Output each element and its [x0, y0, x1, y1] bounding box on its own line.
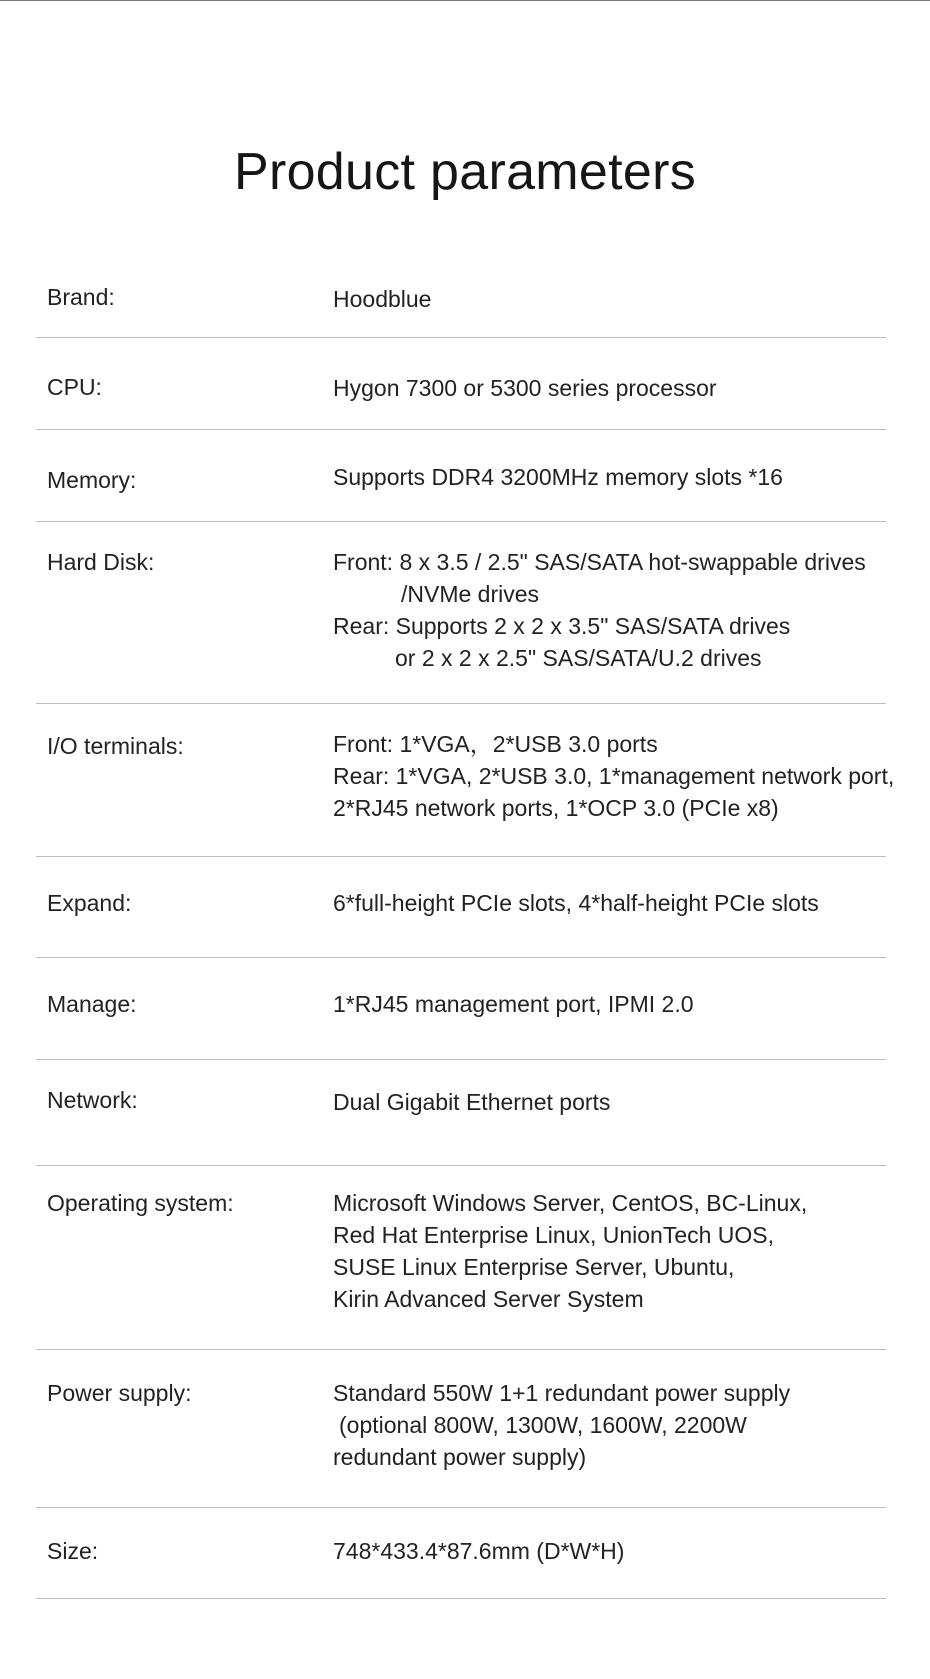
param-value-line: Supports DDR4 3200MHz memory slots *16 [333, 464, 783, 490]
param-value [333, 1377, 790, 1473]
param-value-line: Rear: 1*VGA, 2*USB 3.0, 1*management network port, [333, 763, 895, 789]
param-value-line: or 2 x 2 x 2.5" SAS/SATA/U.2 drives [395, 645, 762, 671]
param-value [333, 546, 866, 674]
param-row-network [36, 1060, 886, 1166]
param-label: Manage: [47, 991, 137, 1017]
param-value-line: Standard 550W 1+1 redundant power supply [333, 1380, 791, 1406]
param-value-line: Red Hat Enterprise Linux, UnionTech UOS, [333, 1222, 775, 1248]
param-label: CPU: [47, 374, 102, 400]
param-value-line: 1*RJ45 management port, IPMI 2.0 [333, 991, 694, 1017]
param-value-line: 6*full-height PCIe slots, 4*half-height PCIe slots [333, 890, 819, 916]
param-value [333, 887, 819, 919]
param-value-line: (optional 800W, 1300W, 1600W, 2200W [339, 1412, 747, 1438]
param-label: Size: [47, 1538, 99, 1564]
top-divider [0, 0, 930, 1]
param-value-line: Front: 8 x 3.5 / 2.5" SAS/SATA hot-swappable drives [333, 549, 866, 575]
param-value-line: /NVMe drives [401, 581, 540, 607]
param-value-line: Microsoft Windows Server, CentOS, BC-Linux, [333, 1190, 808, 1216]
param-value-line: Hygon 7300 or 5300 series processor [333, 375, 717, 401]
param-value [333, 372, 717, 404]
param-value-line: 748*433.4*87.6mm (D*W*H) [333, 1538, 625, 1564]
param-row-brand [36, 246, 886, 338]
param-value-line: Rear: Supports 2 x 2 x 3.5" SAS/SATA drives [333, 613, 791, 639]
param-value [333, 988, 694, 1020]
param-row-io-terminals [36, 704, 895, 857]
param-label: Brand: [47, 284, 115, 310]
param-label: I/O terminals: [47, 733, 184, 759]
param-value-line: redundant power supply) [333, 1444, 587, 1470]
param-row-manage [36, 958, 886, 1060]
param-value-line: Hoodblue [333, 286, 432, 312]
param-label: Network: [47, 1087, 138, 1113]
param-row-cpu [36, 338, 886, 430]
param-row-operating-system [36, 1166, 886, 1350]
param-label: Power supply: [47, 1380, 192, 1406]
page-title: Product parameters [233, 143, 697, 201]
param-value [333, 728, 894, 824]
param-row-size [36, 1508, 886, 1599]
param-value-line: Front: 1*VGA，2*USB 3.0 ports [333, 731, 658, 757]
param-row-power-supply [36, 1350, 886, 1508]
param-row-hard-disk [36, 522, 886, 704]
param-value [333, 1187, 807, 1315]
param-label: Operating system: [47, 1190, 234, 1216]
param-value-line: SUSE Linux Enterprise Server, Ubuntu, [333, 1254, 735, 1280]
param-value [333, 1086, 610, 1118]
param-label: Memory: [47, 467, 137, 493]
param-value [333, 461, 783, 493]
param-row-memory [36, 430, 886, 522]
param-row-expand [36, 857, 886, 958]
param-value-line: 2*RJ45 network ports, 1*OCP 3.0 (PCIe x8) [333, 795, 779, 821]
param-value [333, 283, 431, 315]
param-value [333, 1535, 624, 1567]
param-value-line: Dual Gigabit Ethernet ports [333, 1089, 611, 1115]
param-label: Hard Disk: [47, 549, 155, 575]
param-value-line: Kirin Advanced Server System [333, 1286, 644, 1312]
param-label: Expand: [47, 890, 132, 916]
